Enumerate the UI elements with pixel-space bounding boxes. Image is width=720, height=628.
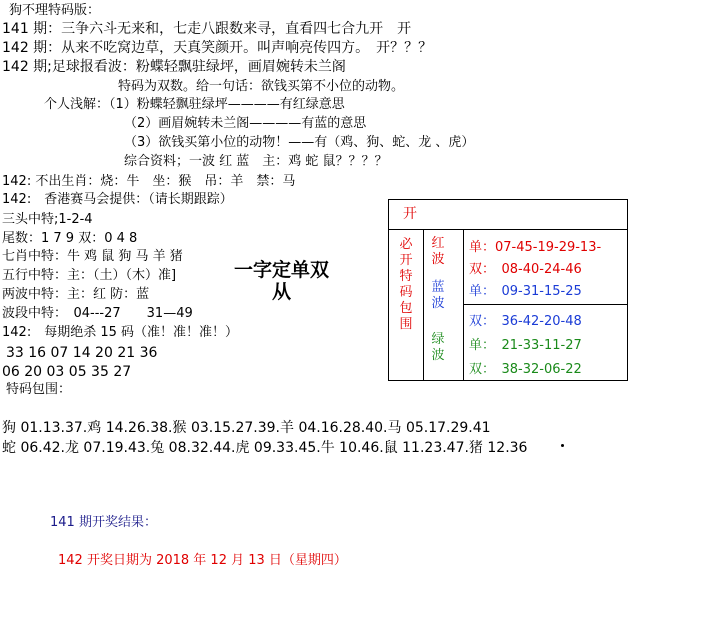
single-double-stamp	[234, 259, 329, 303]
line-five-elements: 五行中特：主：（土）（木）准]	[2, 268, 177, 283]
draw-date: 142 开奖日期为 2018 年 12 月 13 日（星期四）	[58, 553, 347, 568]
line-interpretation-1: 个人浅解：（1）粉蝶轻飘驻绿坪————有红绿意思	[44, 97, 345, 112]
line-jockey-club: 142: 香港赛马会提供：（请长期跟踪）	[2, 192, 233, 207]
line-kill-numbers-1: 33 16 07 14 20 21 36	[6, 345, 158, 361]
row-red-odd: 单：07-45-19-29-13-	[469, 240, 602, 255]
line-summary: 综合资料；一波 红 蓝 主：鸡 蛇 鼠？？？？	[124, 154, 388, 169]
stamp-line-1: 一字定单双	[234, 259, 330, 281]
surround-table	[388, 199, 628, 381]
line-seven-zodiac: 七肖中特：牛 鸡 鼠 狗 马 羊 猪	[2, 249, 183, 264]
trailing-mark	[561, 444, 564, 447]
line-interpretation-3: （3）欲钱买第小位的动物！——有（鸡、狗、蛇、龙 、虎）	[124, 135, 475, 150]
line-no-zodiac: 142: 不出生肖：烧：牛 坐：猴 吊：羊 禁：马	[2, 174, 296, 189]
zodiac-line-1: 狗 01.13.37.鸡 14.26.38.猴 03.15.27.39.羊 04.16.28.40.马 05.17.29.41	[2, 420, 491, 436]
page-title: 狗不理特码版：	[9, 3, 101, 18]
line-142-poem: 142 期：从来不吃窝边草，天真笑颜开。叫声响亮传四方。 开？？？	[2, 40, 433, 56]
row-blue-odd: 单： 09-31-15-25	[469, 284, 582, 299]
table-divider-row	[463, 304, 627, 305]
table-divider-col1	[423, 229, 424, 380]
row-green-even: 双： 38-32-06-22	[469, 362, 582, 377]
line-special-even: 特码为双数。给一句话：欲钱买第不小位的动物。	[118, 79, 405, 94]
line-three-heads: 三头中特;1-2-4	[2, 212, 93, 227]
line-kill-15: 142: 每期绝杀 15 码（准！准！准！）	[2, 325, 238, 340]
table-divider-top	[389, 229, 627, 230]
table-left-label: 必开特码包围	[399, 237, 413, 332]
row-blue-even: 双： 36-42-20-48	[469, 314, 582, 329]
row-red-even: 双： 08-40-24-46	[469, 262, 582, 277]
line-two-waves: 两波中特：主：红 防：蓝	[2, 287, 150, 302]
line-kill-numbers-2: 06 20 03 05 35 27	[2, 364, 132, 380]
stamp-line-2: 从	[272, 281, 292, 303]
line-special-surround: 特码包围：	[6, 382, 72, 397]
line-tail-numbers: 尾数：1 7 9 双：0 4 8	[2, 231, 138, 246]
line-142-football: 142 期;足球报看波：粉蝶轻飘驻绿坪，画眉婉转未兰阁	[2, 59, 346, 75]
zodiac-line-2: 蛇 06.42.龙 07.19.43.兔 08.32.44.虎 09.33.45.牛 10.46.鼠 11.23.47.猪 12.36	[2, 440, 528, 456]
table-header: 开	[403, 206, 417, 222]
line-interpretation-2: （2）画眉婉转未兰阁————有蓝的意思	[124, 116, 367, 131]
line-141-poem: 141 期：三争六斗无来和，七走八跟数来寻，直看四七合九开 开	[2, 21, 412, 37]
row-green-odd: 单： 21-33-11-27	[469, 338, 582, 353]
wave-green-label: 绿波	[431, 332, 445, 363]
wave-red-label: 红波	[431, 236, 445, 267]
results-label: 141 期开奖结果：	[50, 515, 157, 530]
wave-blue-label: 蓝波	[431, 280, 445, 311]
line-wave-range: 波段中特： 04---27 31—49	[2, 306, 193, 321]
